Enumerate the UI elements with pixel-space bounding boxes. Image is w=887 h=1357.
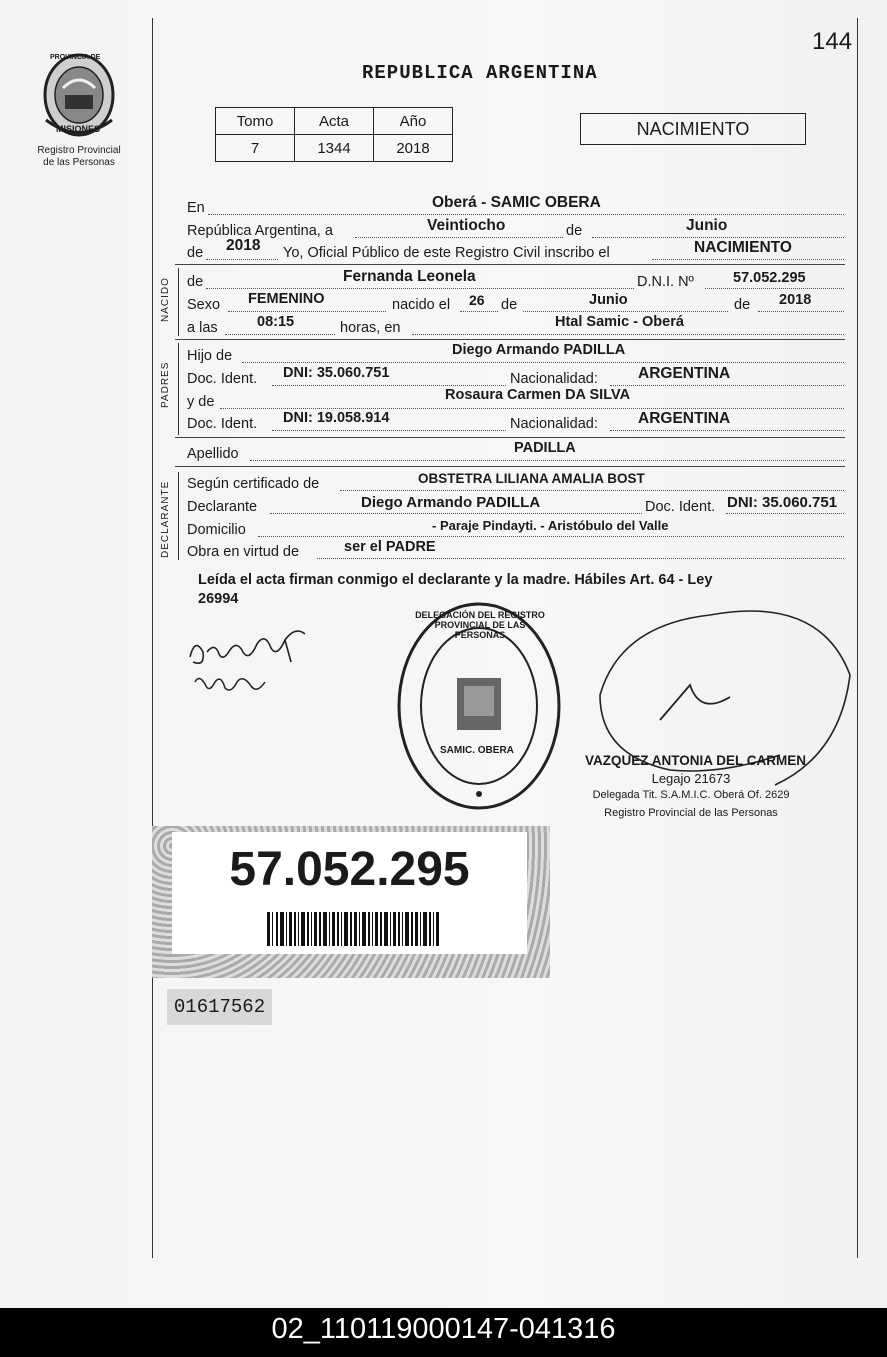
domicilio-value: - Paraje Pindayti. - Aristóbulo del Valle — [432, 518, 669, 533]
hijo-de-label: Hijo de — [187, 348, 233, 364]
official-legajo: Legajo 21673 — [651, 771, 731, 786]
certificado-label: Según certificado de — [187, 476, 320, 492]
nacionalidad-label: Nacionalidad: — [510, 371, 598, 387]
en-label: En — [187, 200, 205, 216]
month-value: Junio — [686, 217, 728, 234]
footer-id: 02_110119000147-041316 — [0, 1308, 887, 1357]
official-name: VAZQUEZ ANTONIA DEL CARMEN — [585, 753, 807, 768]
day-words-value: Veintiocho — [427, 217, 506, 234]
dotted-line — [220, 408, 844, 409]
a-las-label: a las — [187, 320, 218, 336]
year-value: 2018 — [226, 237, 261, 254]
dotted-line — [272, 385, 506, 386]
barcode-sticker — [152, 826, 550, 978]
official-delegada: Delegada Tit. S.A.M.I.C. Oberá Of. 2629 — [592, 789, 790, 801]
y-de-label: y de — [187, 394, 215, 410]
logo-caption-line1: Registro Provincial — [37, 145, 121, 156]
nacido-de-label: de — [187, 274, 204, 290]
dotted-line — [523, 311, 728, 312]
de-label-year: de — [187, 245, 204, 261]
mother-nationality-value: ARGENTINA — [638, 410, 731, 427]
declarante-doc-label: Doc. Ident. — [645, 499, 716, 515]
section-divider — [175, 466, 845, 467]
section-bracket — [178, 268, 179, 336]
seal-inner-text: SAMIC. OBERA — [440, 745, 514, 756]
obra-value: ser el PADRE — [344, 539, 436, 555]
hour-value: 08:15 — [257, 314, 295, 330]
apellido-value: PADILLA — [514, 440, 576, 456]
republica-label: República Argentina, a — [187, 223, 333, 239]
dotted-line — [705, 288, 844, 289]
ref-table-header-row — [216, 108, 453, 135]
seal-outer-text: DELEGACIÓN DEL REGISTRO PROVINCIAL DE LAS PERSONAS — [415, 610, 545, 640]
page-title: REPUBLICA ARGENTINA — [362, 62, 598, 84]
child-dni-value: 57.052.295 — [733, 270, 806, 286]
logo-text-top: PROVINCIA DE — [50, 54, 101, 61]
declarante-label: Declarante — [187, 499, 258, 515]
place-value: Oberá - SAMIC OBERA — [432, 194, 601, 211]
nacido-el-label: nacido el — [392, 297, 451, 313]
barcode-sticker-label — [172, 832, 527, 954]
birth-year-value: 2018 — [779, 292, 812, 308]
section-bracket — [178, 472, 179, 560]
obra-label: Obra en virtud de — [187, 544, 300, 560]
dotted-line — [228, 311, 386, 312]
dotted-line — [610, 430, 844, 431]
mother-doc-value: DNI: 19.058.914 — [283, 410, 390, 426]
dotted-line — [412, 334, 844, 335]
logo-text-bottom: MISIONES — [56, 124, 101, 134]
declarante-signature-icon — [185, 622, 325, 712]
closing-text-line1: Leída el acta firman conmigo el declarante y la madre. Hábiles Art. 64 - Ley — [198, 572, 713, 588]
ref-header-tomo: Tomo — [216, 108, 295, 135]
dotted-line — [726, 513, 844, 514]
inscribe-type-value: NACIMIENTO — [694, 239, 792, 256]
dotted-line — [242, 362, 844, 363]
sexo-label: Sexo — [187, 297, 221, 313]
ref-value-anio: 2018 — [374, 135, 453, 162]
birth-month-value: Junio — [589, 292, 628, 308]
de-label-birth-year: de — [734, 297, 751, 313]
de-label: de — [566, 223, 583, 239]
record-type-box: NACIMIENTO — [580, 113, 806, 145]
father-name-value: Diego Armando PADILLA — [452, 342, 626, 358]
serial-number: 01617562 — [167, 989, 272, 1025]
mother-name-value: Rosaura Carmen DA SILVA — [445, 387, 631, 403]
padres-section-label: PADRES — [160, 361, 171, 408]
dotted-line — [340, 490, 844, 491]
closing-text-line2: 26994 — [198, 591, 239, 607]
dotted-line — [270, 513, 642, 514]
section-divider — [175, 264, 845, 265]
declarante-doc-value: DNI: 35.060.751 — [727, 494, 838, 511]
ref-table-value-row — [216, 135, 453, 162]
domicilio-label: Domicilio — [187, 522, 246, 538]
birth-day-value: 26 — [469, 292, 485, 308]
nacido-section-label: NACIDO — [160, 277, 171, 322]
horas-en-label: horas, en — [340, 320, 401, 336]
child-name-value: Fernanda Leonela — [343, 268, 476, 285]
father-doc-value: DNI: 35.060.751 — [283, 365, 390, 381]
ref-value-tomo: 7 — [216, 135, 295, 162]
margin-line-left — [152, 18, 153, 1258]
birth-place-value: Htal Samic - Oberá — [555, 314, 684, 330]
ref-header-anio: Año — [374, 108, 453, 135]
logo-caption — [20, 145, 138, 169]
nacionalidad-label-mother: Nacionalidad: — [510, 416, 598, 432]
ref-table — [215, 107, 453, 162]
doc-ident-label-mother: Doc. Ident. — [187, 416, 258, 432]
dotted-line — [225, 334, 335, 335]
dotted-line — [208, 214, 844, 215]
section-divider — [175, 437, 845, 438]
dni-label: D.N.I. Nº — [637, 274, 694, 290]
dotted-line — [758, 311, 844, 312]
dotted-line — [206, 259, 278, 260]
dotted-line — [250, 460, 844, 461]
logo-caption-line2: de las Personas — [43, 157, 115, 168]
dotted-line — [258, 536, 844, 537]
ref-value-acta: 1344 — [295, 135, 374, 162]
dotted-line — [592, 237, 844, 238]
declarante-name-value: Diego Armando PADILLA — [361, 494, 541, 511]
dotted-line — [460, 311, 498, 312]
certificado-value: OBSTETRA LILIANA AMALIA BOST — [418, 471, 645, 486]
dotted-line — [355, 237, 563, 238]
dotted-line — [272, 430, 506, 431]
barcode-number: 57.052.295 — [229, 843, 470, 896]
declarante-section-label: DECLARANTE — [160, 480, 171, 558]
de-label-month: de — [501, 297, 518, 313]
page-number: 144 — [812, 28, 853, 55]
oficial-text: Yo, Oficial Público de este Registro Civil inscribo el — [283, 245, 610, 261]
dotted-line — [610, 385, 844, 386]
father-nationality-value: ARGENTINA — [638, 365, 731, 382]
dotted-line — [206, 288, 634, 289]
section-divider — [175, 339, 845, 340]
section-bracket — [178, 343, 179, 435]
dotted-line — [317, 558, 844, 559]
sexo-value: FEMENINO — [248, 291, 325, 307]
apellido-label: Apellido — [187, 446, 239, 462]
dotted-line — [652, 259, 844, 260]
official-registro: Registro Provincial de las Personas — [604, 807, 778, 819]
ref-header-acta: Acta — [295, 108, 374, 135]
barcode-icon — [267, 912, 442, 946]
doc-ident-label: Doc. Ident. — [187, 371, 258, 387]
